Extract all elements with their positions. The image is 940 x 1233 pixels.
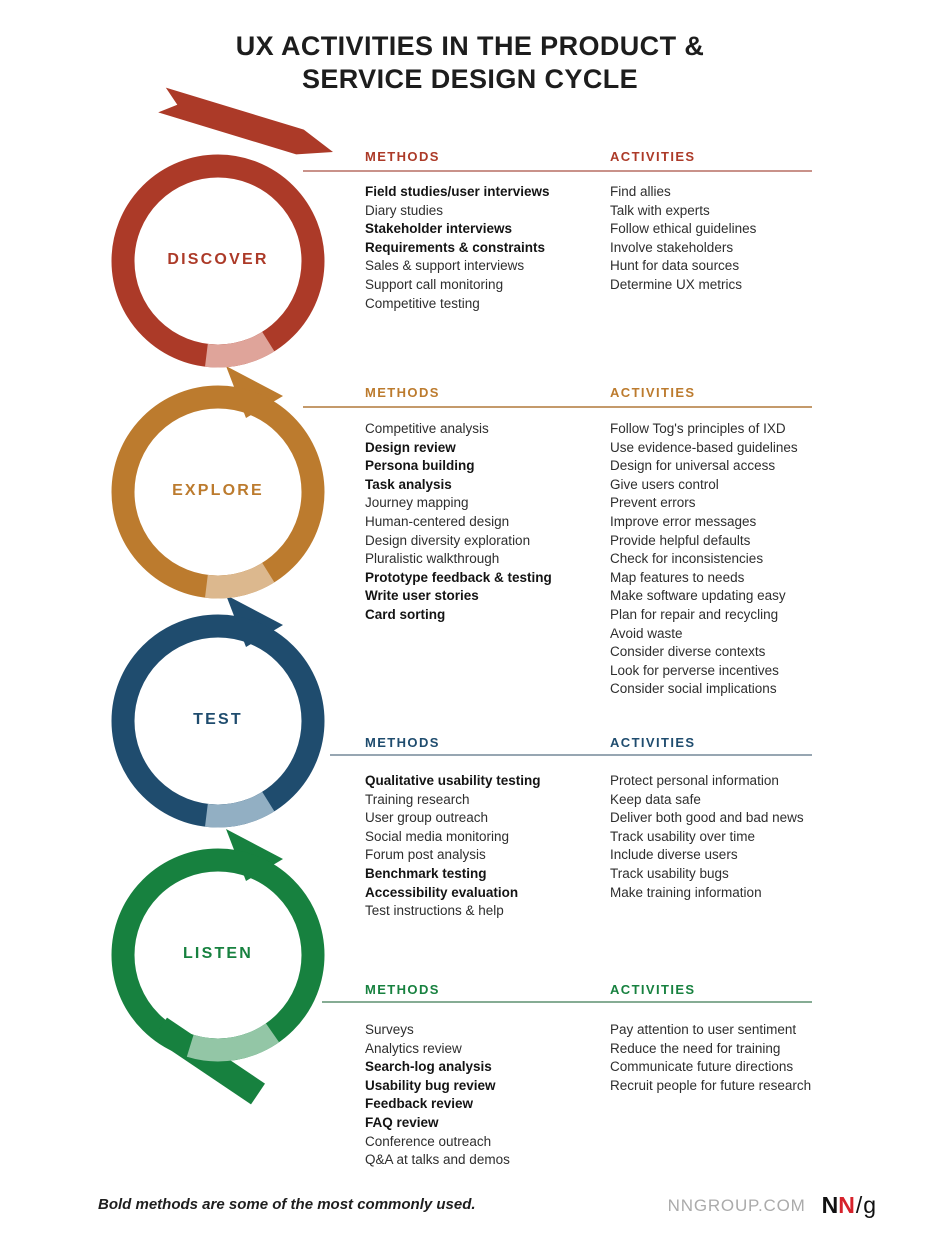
activity-item: Prevent errors [610,495,696,511]
activity-item: Communicate future directions [610,1059,794,1075]
method-item: Search-log analysis [365,1059,492,1075]
explore-activities-header: ACTIVITIES [610,385,696,400]
method-item: Qualitative usability testing [365,773,541,788]
page-title-line1: UX ACTIVITIES IN THE PRODUCT & [235,31,705,61]
method-item: Feedback review [365,1096,474,1112]
nng-logo-n2: N [838,1192,855,1218]
method-item: Design review [365,439,456,455]
test-rule [330,754,812,756]
activity-item: Give users control [610,476,719,492]
activity-item: Find allies [610,184,671,199]
listen-activities-header: ACTIVITIES [610,982,696,997]
activity-item: Keep data safe [610,791,701,807]
method-item: Test instructions & help [365,903,504,919]
explore-label: EXPLORE [172,482,264,499]
activity-item: Reduce the need for training [610,1040,781,1056]
method-item: FAQ review [365,1114,439,1130]
explore-activities-list [610,420,855,699]
method-item: Field studies/user interviews [365,184,550,199]
activity-item: Look for perverse incentives [610,662,779,678]
activity-item: Hunt for data sources [610,258,740,274]
method-item: Requirements & constraints [365,239,546,255]
test-label: TEST [193,711,243,728]
activity-item: Include diverse users [610,847,738,863]
method-item: Task analysis [365,476,452,492]
method-item: Surveys [365,1022,414,1037]
method-item: Stakeholder interviews [365,221,513,237]
activity-item: Talk with experts [610,202,710,218]
explore-methods-list [365,420,600,625]
discover-methods-header: METHODS [365,149,440,164]
discover-label: DISCOVER [167,251,269,268]
discover-overlap-segment [206,342,268,356]
nng-logo-slash: / [855,1192,863,1218]
listen-rule [322,1001,812,1003]
method-item: Training research [365,791,470,807]
method-item: Accessibility evaluation [365,884,519,900]
nng-logo [822,1192,876,1219]
method-item: Competitive testing [365,295,480,311]
activity-item: Involve stakeholders [610,239,734,255]
test-activities-list [610,772,855,902]
method-item: Social media monitoring [365,828,510,844]
listen-label: LISTEN [182,945,254,962]
footer-site-url: NNGROUP.COM [667,1195,806,1215]
activity-item: Plan for repair and recycling [610,606,779,622]
method-item: User group outreach [365,810,489,826]
activity-item: Use evidence-based guidelines [610,439,798,455]
discover-rule [303,170,812,172]
method-item: Sales & support interviews [365,258,525,274]
activity-item: Avoid waste [610,625,683,641]
method-item: Competitive analysis [365,421,489,436]
footer-note: Bold methods are some of the most commonly used. [98,1196,476,1213]
listen-overlap-segment [190,1033,272,1050]
activity-item: Design for universal access [610,458,776,474]
activity-item: Determine UX metrics [610,276,743,292]
method-item: Forum post analysis [365,847,486,863]
activity-item: Make training information [610,884,762,900]
test-methods-header: METHODS [365,735,440,750]
activity-item: Recruit people for future research [610,1077,812,1093]
method-item: Prototype feedback & testing [365,569,552,585]
method-item: Benchmark testing [365,865,487,881]
listen-methods-header: METHODS [365,982,440,997]
nng-logo-g: g [863,1192,876,1218]
activity-item: Follow ethical guidelines [610,221,757,237]
activity-item: Consider social implications [610,681,777,697]
method-item: Support call monitoring [365,276,504,292]
test-activities-header: ACTIVITIES [610,735,696,750]
activity-item: Check for inconsistencies [610,551,764,567]
activity-item: Track usability over time [610,828,756,844]
discover-arrow [158,88,333,155]
activity-item: Map features to needs [610,569,745,585]
method-item: Design diversity exploration [365,532,531,548]
explore-overlap-segment [206,573,268,587]
nng-logo-n1: N [821,1192,839,1218]
explore-rule [303,406,812,408]
method-item: Pluralistic walkthrough [365,551,500,567]
activity-item: Provide helpful defaults [610,532,751,548]
activity-item: Protect personal information [610,773,779,788]
method-item: Human-centered design [365,513,510,529]
method-item: Analytics review [365,1040,462,1056]
test-methods-list [365,772,600,921]
activity-item: Track usability bugs [610,865,729,881]
method-item: Write user stories [365,588,479,604]
method-item: Usability bug review [365,1077,496,1093]
discover-methods-list [365,183,600,313]
page-title-line2: SERVICE DESIGN CYCLE [301,64,639,94]
listen-methods-list [365,1021,600,1170]
method-item: Journey mapping [365,495,469,511]
footer-branding [668,1192,876,1219]
explore-methods-header: METHODS [365,385,440,400]
activity-item: Pay attention to user sentiment [610,1022,797,1037]
method-item: Card sorting [365,606,446,622]
test-overlap-segment [206,802,268,816]
activity-item: Improve error messages [610,513,757,529]
method-item: Conference outreach [365,1133,492,1149]
discover-activities-list [610,183,855,295]
activity-item: Make software updating easy [610,588,786,604]
activity-item: Follow Tog's principles of IXD [610,421,786,436]
activity-item: Deliver both good and bad news [610,810,804,826]
activity-item: Consider diverse contexts [610,644,766,660]
method-item: Diary studies [365,202,444,218]
listen-activities-list [610,1021,855,1095]
discover-activities-header: ACTIVITIES [610,149,696,164]
method-item: Q&A at talks and demos [365,1152,510,1168]
method-item: Persona building [365,458,475,474]
